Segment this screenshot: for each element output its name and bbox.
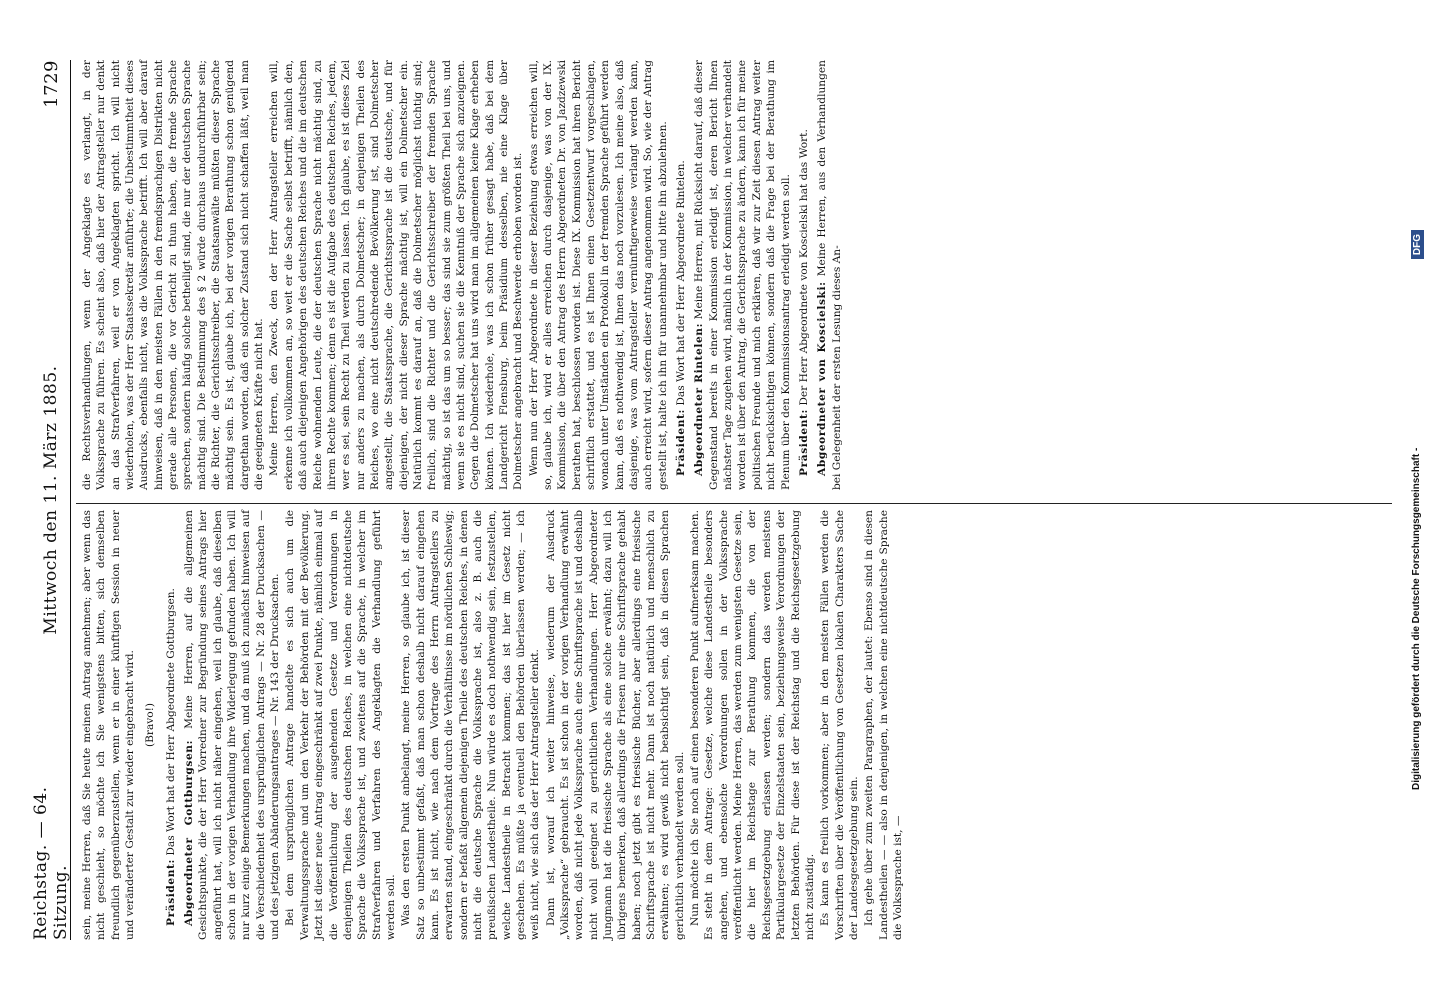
speaker-label: Abgeordneter von Koscielski: <box>816 281 829 476</box>
paragraph <box>182 510 282 940</box>
header-session: Reichstag. — 64. Sitzung. <box>31 786 71 940</box>
paragraph: Meine Herren, den Zweck, den der Herr Antragsteller erreichen will, erkenne ich vollkommen an, so weit er die Sache selbst betrifft, nämlich den, daß auch diejenigen Angehörigen des deutschen Reiches und die im deutschen Reiche wohnenden Leute, die der deutschen Sprache nicht mächtig sind, zu ihrem Rechte kommen; denn es ist die Aufgabe des deutschen Reiches, jedem, wer es sei, sein Recht zu Theil werden zu lassen. Ich glaube, es ist dieses Ziel nur anders zu machen, als durch Dolmetscher; in denjenigen Theilen des Reiches, wo eine nicht deutschredende Bevölkerung ist, sind Dolmetscher angestellt, die Staatssprache, die Gerichtssprache ist die deutsche, und für diejenigen, der nicht dieser Sprache mächtig ist, will ein Dolmetscher ein. Natürlich kommt es darauf an, daß die Dolmetscher möglichst tüchtig sind; freilich, sind die Richter und die Gerichtsschreiber der fremden Sprache mächtig, so ist das um so besser; das sind sie zum größten Theil bei uns, und wenn sie es nicht sind, suchen sie die Kenntniß der Sprache sich anzueignen. Gegen die Dolmetscher hat uns wird man im allgemeinen keine Klage erheben können. Ich wiederhole, was ich schon früher gesagt habe, daß bei dem Landgericht Flensburg, beim Präsidium desselben, nie eine Klage über Dolmetscher angebracht und Beschwerde erhoben worden ist. <box>268 60 525 490</box>
page-number: 1729 <box>40 60 62 108</box>
speaker-label: Präsident: <box>164 858 177 926</box>
speaker-label: Abgeordneter Rintelen: <box>693 322 706 476</box>
page-header <box>31 60 71 940</box>
paragraph: sein, meine Herren, daß Sie heute meinen Antrag annehmen; aber wenn das nicht geschieht, so möchte ich Sie wenigstens bitten, sich demselben freundlich gegenüberzustellen, wenn er in einer künftigen Session in neuer und veränderter Gestalt zur wieder eingebracht wird. <box>81 510 137 940</box>
paragraph: Wenn nun der Herr Abgeordnete in dieser Beziehung etwas erreichen will, so, glaube ich, wird er alles erreichen durch dasjenige, was von der IX. Kommission, die über den Antrag des Herrn Abgeordneten Dr. von Jazdzewski berathen hat, beschlossen worden ist. Diese IX. Kommission hat ihren Bericht schriftlich erstattet, und es ist Ihnen einen Gesetzentwurf vorgeschlagen, wonach unter Umständen ein Protokoll in der fremden Sprache geführt werden kann, daß es nothwendig ist, Ihnen das noch vorzulesen. Ich meine also, daß dasjenige, was vom Antragsteller vernünftigerweise verlangt werden kann, auch erreicht wird, sofern dieser Antrag angenommen wird. So, wie der Antrag gestellt ist, halte ich ihn für unannehmbar und bitte ihn abzulehnen. <box>527 60 669 490</box>
speech-text: Meine Herren, auf die allgemeinen Gesichtspunkte, die der Herr Vorredner zur Begründung seines Antrags hier angeführt hat, will ich nicht näher eingehen, weil ich glaube, daß dieselben schon in der vorigen Verhandlung ihre Widerlegung gefunden haben. Ich will nur kurz einige Bemerkungen machen, und da muß ich zunächst hinweisen auf die Verschiedenheit des ursprünglichen Antrags — Nr. 28 der Drucksachen — und des jetzigen Abänderungsantrages — Nr. 143 der Drucksachen. <box>183 510 282 940</box>
column-divider <box>76 503 1392 504</box>
speaker-label: Präsident: <box>797 408 810 476</box>
speech-text: Das Wort hat der Herr Abgeordnete Rintelen. <box>675 160 688 409</box>
paragraph: Ich gehe über zum zweiten Paragraphen, der lautet: Ebenso sind in diesen Landestheilen — — also in denjenigen, in welchen eine nichtdeutsche Sprache die Volkssprache ist, — <box>863 510 904 940</box>
header-rule <box>70 60 71 940</box>
speech-text: Meine Herren, mit Rücksicht darauf, daß dieser Gegenstand bereits in einer Kommission erledigt ist, deren Bericht Ihnen nächster Tage zugehen wird, nämlich in der Kommission, in welcher verhandelt worden ist über den Antrag, die Gerichtssprache zu ändern, kann ich für meine politischen Freunde und mich erklären, daß wir zur Zeit diesen Antrag weiter nicht berücksichtigen können, sondern daß die Frage bei der Berathung im Plenum über den Kommissionsantrag erledigt werden soll. <box>693 60 792 490</box>
paragraph: Nun möchte ich Sie noch auf einen besonderen Punkt aufmerksam machen. Es steht in dem Antrage: Gesetze, welche diese Landestheile besonders angehen, und ebensolche Verordnungen sollen in der Volkssprache veröffentlicht werden. Meine Herren, das werden zum wenigsten Gesetze sein, die hier im Reichstage zur Berathung kommen, die von der Reichsgesetzgebung erlassen werden; sondern das werden meistens Partikulargesetze der Einzelstaaten sein, beziehungsweise Verordnungen der letzten Behörden. Für diese ist der Reichstag und die Reichsgesetzgebung nicht zuständig. <box>689 510 816 940</box>
paragraph <box>815 60 844 490</box>
paragraph: Dann ist, worauf ich weiter hinweise, wiederum der Ausdruck „Volkssprache“ gebraucht. Es ist schon in der vorigen Verhandlung erwähnt worden, daß nicht jede Volkssprache auch eine Schriftsprache ist und deshalb nicht wohl geeignet zu gerichtlichen Verhandlungen. Herr Abgeordneter Jungmann hat die friesische Sprache als eine solche erwähnt; dazu will ich übrigens bemerken, daß allerdings die Friesen nur eine Schriftsprache gehabt haben; noch jetzt gibt es friesische Bücher, aber allerdings eine friesische Schriftsprache ist nicht mehr. Dann ist noch natürlich und menschlich zu erwähnen; es wird gewiß nicht beabsichtigt sein, daß in diesen Sprachen gerichtlich verhandelt werden soll. <box>544 510 686 940</box>
paragraph <box>692 60 792 490</box>
applause-note: (Bravo!) <box>144 702 157 748</box>
paragraph <box>797 60 811 490</box>
digitization-note: Digitalisierung gefördert durch die Deutsche Forschungsgemeinschaft - <box>1411 447 1422 790</box>
speaker-label: Abgeordneter Gottburgsen: <box>183 739 196 926</box>
paragraph: Es kann es freilich vorkommen; aber in den meisten Fällen werden die Vorschriften über die Veröffentlichung von Gesetzen lokalen Charakters Sache der Landesgesetzgebung sein. <box>819 510 860 940</box>
speech-text: Der Herr Abgeordnete von Koscielski hat das Wort. <box>797 129 810 409</box>
header-date: Mittwoch den 11. März 1885. <box>41 365 61 635</box>
speech-text: Meine Herren, aus den Verhandlungen bei Gelegenheit der ersten Lesung dieses An- <box>816 60 843 490</box>
right-column <box>80 60 845 490</box>
paragraph: Was den ersten Punkt anbelangt, meine Herren, so glaube ich, ist dieser Satz so unbestimmt gefaßt, daß man schon deshalb nicht darauf eingehen kann. Es ist nicht, wie nach dem Vortrage des Herrn Antragstellers zu erwarten stand, eingeschränkt durch die Verhältnisse im nördlichen Schleswig; sondern er befaßt allgemein diejenigen Theile des deutschen Reiches, in denen nicht die deutsche Sprache die Volkssprache ist, also z. B. auch die preußischen Landestheile. Nun würde es doch nothwendig sein, festzustellen, welche Landestheile in Betracht kommen; das ist hier im Gesetz nicht geschehen. Es müßte ja eventuell den Behörden überlassen werden; — ich weiß nicht, wie sich das der Herr Antragsteller denkt. <box>400 510 542 940</box>
paragraph: die Rechtsverhandlungen, wenn der Angeklagte es verlangt, in der Volkssprache zu führen. Es scheint also, daß hier der Antragsteller nur denkt an das Strafverfahren, weil er von Angeklagten spricht. Ich will nicht wiederholen, was der Herr Staatssekretär anführte; die Unbestimmtheit dieses Ausdrucks, ebenfalls nicht, was die Volkssprache betrifft. Ich will aber darauf hinweisen, daß in den meisten Fällen in den fremdsprachigen Distrikten nicht gerade alle Personen, die vor Gericht zu thun haben, die fremde Sprache sprechen, sondern häufig solche betheiligt sind, die nur der deutschen Sprache mächtig sind. Die Bestimmung des § 2 würde durchaus undurchführbar sein; die Richter, die Gerichtsschreiber, die Staatsanwälte müßten dieser Sprache mächtig sein. Es ist, glaube ich, bei der vorigen Berathung schon genügend dargethan worden, daß ein solcher Zustand sich nicht schaffen läßt, weil man die geeigneten Kräfte nicht hat. <box>81 60 266 490</box>
dfg-logo: DFG <box>1411 230 1424 259</box>
paragraph <box>164 510 178 940</box>
paragraph: Bei dem ursprünglichen Antrage handelte es sich auch um die Verwaltungssprache und um den Verkehr der Behörden mit der Bevölkerung. Jetzt ist dieser neue Antrag eingeschränkt auf zwei Punkte, nämlich einmal auf die Veröffentlichung der ausgehenden Gesetze und Verordnungen in denjenigen Theilen des deutschen Reiches, in welchen eine nichtdeutsche Sprache die Volkssprache ist, und zweitens auf die Sprache, in welcher im Strafverfahren und Verfahren des Angeklagten die Verhandlung geführt werden soll. <box>284 510 397 940</box>
paragraph <box>674 60 688 490</box>
speaker-label: Präsident: <box>675 408 688 476</box>
left-column <box>80 510 906 940</box>
speech-text: Das Wort hat der Herr Abgeordnete Gottburgsen. <box>164 588 177 859</box>
